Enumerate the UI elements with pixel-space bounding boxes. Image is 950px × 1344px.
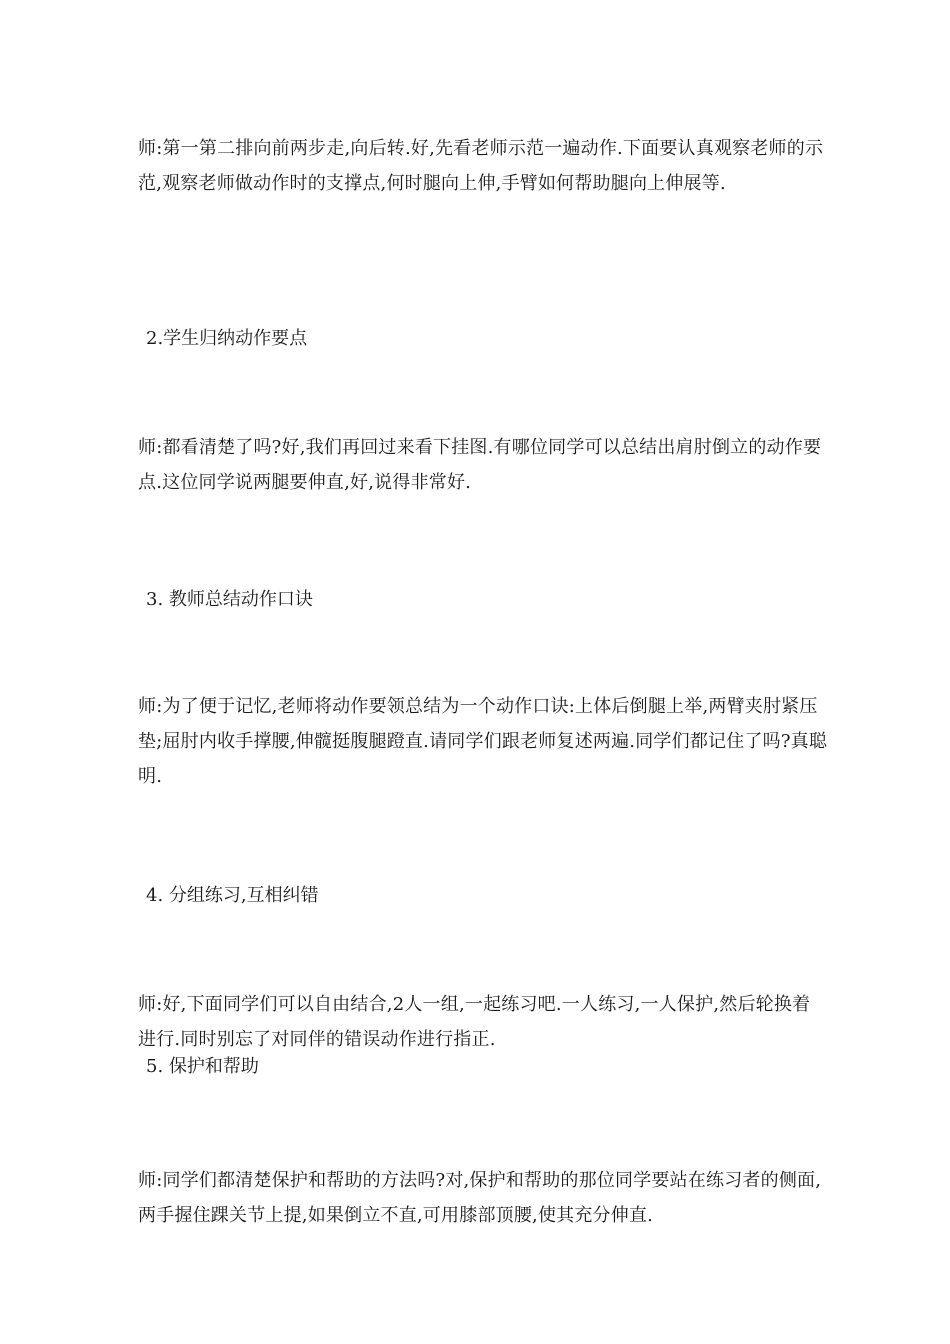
paragraph-group-practice: 师:好,下面同学们可以自由结合,2人一组,一起练习吧.一人练习,一人保护,然后轮换着进行.同时别忘了对同伴的错误动作进行指正. [138,994,811,1050]
paragraph-teacher-mnemonic: 师:为了便于记忆,老师将动作要领总结为一个动作口诀:上体后倒腿上举,两臂夹肘紧压垫;屈肘内收手撑腰,伸髋挺腹腿蹬直.请同学们跟老师复述两遍.同学们都记住了吗?真聪明. [138,696,828,787]
heading-protection-help: 5. 保护和帮助 [146,1056,259,1077]
heading-teacher-mnemonic: 3. 教师总结动作口诀 [146,589,313,610]
paragraph-teacher-demonstration: 师:第一第二排向前两步走,向后转.好,先看老师示范一遍动作.下面要认真观察老师的示范,观察老师做动作时的支撑点,何时腿向上伸,手臂如何帮助腿向上伸展等. [138,138,824,194]
heading-group-practice: 4. 分组练习,互相纠错 [146,885,319,906]
paragraph-protection-help: 师:同学们都清楚保护和帮助的方法吗?对,保护和帮助的那位同学要站在练习者的侧面,两手握住踝关节上提,如果倒立不直,可用膝部顶腰,使其充分伸直. [138,1170,822,1226]
paragraph-teacher-question: 师:都看清楚了吗?好,我们再回过来看下挂图.有哪位同学可以总结出肩肘倒立的动作要点.这位同学说两腿要伸直,好,说得非常好. [138,437,822,493]
heading-student-summary: 2.学生归纳动作要点 [146,328,308,349]
